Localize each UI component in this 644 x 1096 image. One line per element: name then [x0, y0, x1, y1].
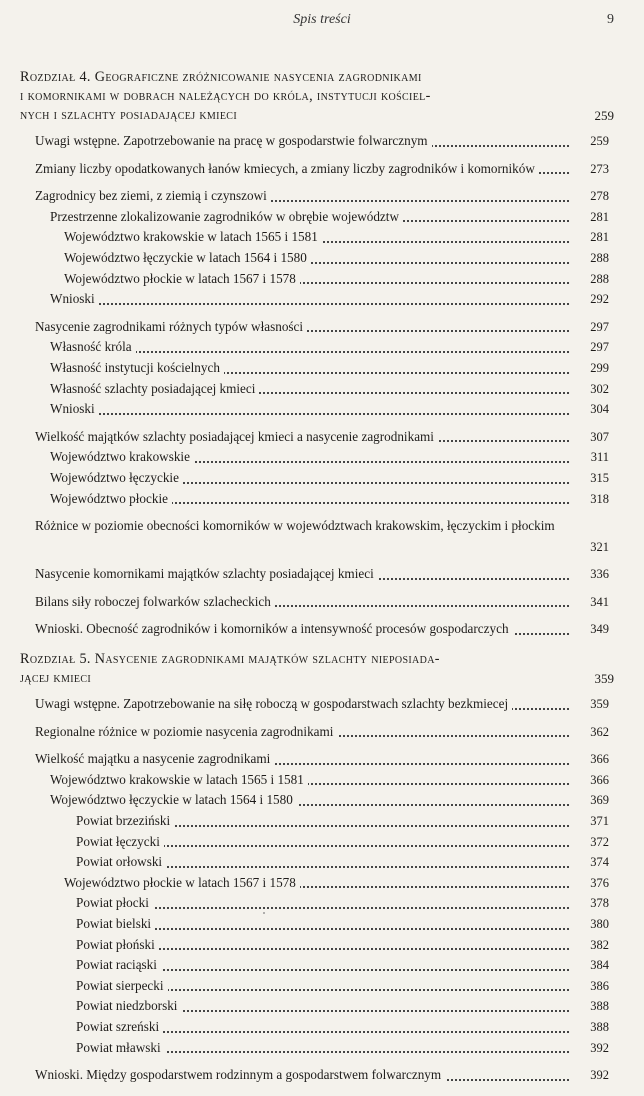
toc-entry-title: Województwo krakowskie	[50, 449, 194, 464]
toc-entry-page: 321	[569, 537, 609, 558]
toc-entry-title: Własność króla	[50, 339, 136, 354]
toc-entry[interactable]	[64, 248, 609, 269]
toc-entry-title: Bilans siły roboczej folwarków szlacheckich	[35, 594, 275, 609]
dot-leader	[50, 303, 569, 305]
toc-entry-page: 336	[569, 564, 609, 585]
toc-entry-title: Województwo łęczyckie w latach 1564 i 1580	[64, 250, 311, 265]
toc-entry-title: Powiat łęczycki	[76, 834, 164, 849]
toc-entry-page: 369	[569, 790, 609, 811]
page-header	[0, 10, 644, 32]
toc-entry-title: Powiat mławski	[76, 1040, 165, 1055]
toc-entry-page: 297	[569, 317, 609, 338]
toc-entry[interactable]	[35, 564, 609, 585]
chapter-heading-line	[20, 650, 614, 669]
toc-entry-page: 392	[569, 1065, 609, 1086]
toc-entry-title: Powiat raciąski	[76, 957, 161, 972]
chapter-heading-line	[20, 68, 614, 87]
toc-entry[interactable]	[35, 131, 609, 152]
chapter-heading-text: nych i szlachty posiadającej kmieci	[20, 107, 237, 123]
toc-entry-title: Wielkość majątków szlachty posiadającej kmieci a nasycenie zagrodnikami	[35, 429, 438, 444]
toc-entry-page: 366	[569, 770, 609, 791]
toc-entry-page: 374	[569, 852, 609, 873]
toc-entry-title: Powiat bielski	[76, 916, 155, 931]
toc-entry[interactable]	[35, 427, 609, 448]
toc-entry[interactable]	[64, 227, 609, 248]
toc-entry-title: Wnioski	[50, 401, 99, 416]
toc-entry[interactable]	[35, 592, 609, 613]
toc-entry-page: 318	[569, 489, 609, 510]
toc-entry-page: 302	[569, 379, 609, 400]
toc-entry-page: 392	[569, 1038, 609, 1059]
toc-entry-list	[0, 694, 644, 1086]
toc-entry-title: Powiat płoński	[76, 937, 159, 952]
toc-entry-title: Wielkość majątku a nasycenie zagrodnikami	[35, 751, 274, 766]
toc-entry[interactable]	[50, 489, 609, 510]
toc-entry-title: Powiat brzeziński	[76, 813, 174, 828]
chapter-heading-text: jącej kmieci	[20, 670, 92, 687]
toc-entry[interactable]	[35, 694, 609, 715]
toc-entry-page: 382	[569, 935, 609, 956]
toc-entry-title: Powiat sierpecki	[76, 978, 168, 993]
toc-entry[interactable]	[76, 811, 609, 832]
toc-entry-title: Wnioski. Między gospodarstwem rodzinnym a gospodarstwem folwarcznym	[35, 1067, 445, 1082]
toc-entry-list	[0, 131, 644, 640]
toc-entry-page: 384	[569, 955, 609, 976]
toc-entry[interactable]	[50, 358, 609, 379]
toc-entry-title: Powiat płocki	[76, 895, 153, 910]
toc-entry-page: 292	[569, 289, 609, 310]
toc-entry-page: 371	[569, 811, 609, 832]
toc-entry-title: Nasycenie komornikami majątków szlachty posiadającej kmieci	[35, 566, 378, 581]
dot-leader	[50, 413, 569, 415]
toc-entry[interactable]	[76, 955, 609, 976]
toc-entry[interactable]	[50, 207, 609, 228]
chapter-heading-text: Rozdział 4. Geograficzne zróżnicowanie nasycenia zagrodnikami	[20, 69, 422, 85]
toc-entry[interactable]	[35, 619, 609, 640]
toc-entry[interactable]	[64, 873, 609, 894]
toc-entry-title: Województwo łęczyckie w latach 1564 i 1580	[50, 792, 297, 807]
toc-entry[interactable]	[76, 935, 609, 956]
toc-entry-title: Powiat szreński	[76, 1019, 163, 1034]
toc-entry-title: Województwo krakowskie w latach 1565 i 1581	[64, 229, 322, 244]
toc-entry-title: Uwagi wstępne. Zapotrzebowanie na pracę w gospodarstwie folwarcznym	[35, 133, 432, 148]
toc-entry[interactable]	[50, 447, 609, 468]
chapter-page-number: 259	[591, 106, 615, 125]
toc-entry-title: Zagrodnicy bez ziemi, z ziemią i czynszowi	[35, 188, 271, 203]
toc-entry-page: 372	[569, 832, 609, 853]
toc-entry-title: Województwo płockie w latach 1567 i 1578	[64, 271, 300, 286]
chapter-heading-line	[20, 106, 614, 125]
toc-entry[interactable]	[64, 269, 609, 290]
toc-entry-title: Powiat niedzborski	[76, 998, 181, 1013]
toc-entry-page: 388	[569, 996, 609, 1017]
toc-entry-page: 349	[569, 619, 609, 640]
paper-speck	[263, 912, 265, 914]
toc-entry-page: 278	[569, 186, 609, 207]
toc-entry[interactable]	[76, 914, 609, 935]
toc-entry[interactable]	[76, 996, 609, 1017]
toc-entry-title: Własność szlachty posiadającej kmieci	[50, 381, 259, 396]
toc-entry-page: 386	[569, 976, 609, 997]
toc-entry-page: 273	[569, 159, 609, 180]
chapter-page-number: 359	[591, 669, 615, 688]
chapter-heading-text: i komornikami w dobrach należących do króla, instytucji kościel-	[20, 88, 431, 104]
chapter-heading[interactable]	[20, 650, 614, 688]
toc-entry-page: 362	[569, 722, 609, 743]
toc-entry-page: 288	[569, 269, 609, 290]
chapter-heading-line	[20, 87, 614, 106]
toc-entry-page: 311	[569, 447, 609, 468]
toc-entry[interactable]	[50, 379, 609, 400]
toc-entry[interactable]	[35, 317, 609, 338]
toc-entry-title: Różnice w poziomie obecności komorników w województwach krakowskim, łęczyckim i płockim	[35, 516, 609, 537]
chapter-heading-line	[20, 669, 614, 688]
toc-entry[interactable]	[35, 722, 609, 743]
toc-entry[interactable]	[76, 832, 609, 853]
toc-entry-page: 388	[569, 1017, 609, 1038]
chapter-block	[0, 68, 644, 640]
toc-entry-page: 366	[569, 749, 609, 770]
toc-entry-page: 378	[569, 893, 609, 914]
toc-entry-title: Nasycenie zagrodnikami różnych typów własności	[35, 319, 307, 334]
toc-entry[interactable]	[35, 186, 609, 207]
toc-entry-title: Województwo płockie	[50, 491, 172, 506]
toc-entry-title: Przestrzenne zlokalizowanie zagrodników w obrębie województw	[50, 209, 403, 224]
toc-entry-title: Wnioski. Obecność zagrodników i komorników a intensywność procesów gospodarczych	[35, 621, 513, 636]
toc-entry-page: 297	[569, 337, 609, 358]
toc-entry-page: 259	[569, 131, 609, 152]
toc-entry-title: Regionalne różnice w poziomie nasycenia zagrodnikami	[35, 724, 337, 739]
toc-entry-page: 307	[569, 427, 609, 448]
toc-entry-page: 315	[569, 468, 609, 489]
toc-entry[interactable]	[50, 770, 609, 791]
toc-entry-title: Województwo krakowskie w latach 1565 i 1581	[50, 772, 308, 787]
toc-entry-title: Powiat orłowski	[76, 854, 166, 869]
toc-entry[interactable]	[76, 976, 609, 997]
toc-entry[interactable]	[50, 289, 609, 310]
running-title: Spis treści	[293, 12, 351, 27]
toc-entry[interactable]	[50, 399, 609, 420]
toc-entry[interactable]	[35, 516, 609, 557]
toc-entry[interactable]	[35, 1065, 609, 1086]
toc-entry[interactable]	[35, 159, 609, 180]
toc-entry[interactable]	[35, 749, 609, 770]
toc-entry[interactable]	[76, 1038, 609, 1059]
toc-entry-page: 299	[569, 358, 609, 379]
toc-entry-title: Własność instytucji kościelnych	[50, 360, 224, 375]
toc-entry[interactable]	[50, 790, 609, 811]
toc-entry-title: Zmiany liczby opodatkowanych łanów kmiecych, a zmiany liczby zagrodników i komorników	[35, 161, 539, 176]
toc-entry-page: 281	[569, 207, 609, 228]
toc-entry[interactable]	[76, 893, 609, 914]
toc-entry-title: Wnioski	[50, 291, 99, 306]
toc-entry-page: 376	[569, 873, 609, 894]
table-of-contents	[0, 68, 644, 1096]
toc-entry[interactable]	[50, 468, 609, 489]
toc-entry-page: 304	[569, 399, 609, 420]
toc-entry[interactable]	[76, 852, 609, 873]
toc-entry-page: 288	[569, 248, 609, 269]
toc-entry-page: 359	[569, 694, 609, 715]
toc-entry-title: Uwagi wstępne. Zapotrzebowanie na siłę roboczą w gospodarstwach szlachty bezkmiecej	[35, 696, 512, 711]
chapter-heading[interactable]	[20, 68, 614, 125]
toc-entry-title: Województwo płockie w latach 1567 i 1578	[64, 875, 300, 890]
page-number: 9	[607, 12, 614, 27]
toc-entry[interactable]	[76, 1017, 609, 1038]
toc-entry-page: 281	[569, 227, 609, 248]
chapter-heading-text: Rozdział 5. Nasycenie zagrodnikami majątków szlachty nieposiada-	[20, 651, 440, 668]
toc-entry-title: Województwo łęczyckie	[50, 470, 183, 485]
toc-entry-page: 380	[569, 914, 609, 935]
toc-entry[interactable]	[50, 337, 609, 358]
chapter-block	[0, 650, 644, 1086]
toc-entry-page: 341	[569, 592, 609, 613]
